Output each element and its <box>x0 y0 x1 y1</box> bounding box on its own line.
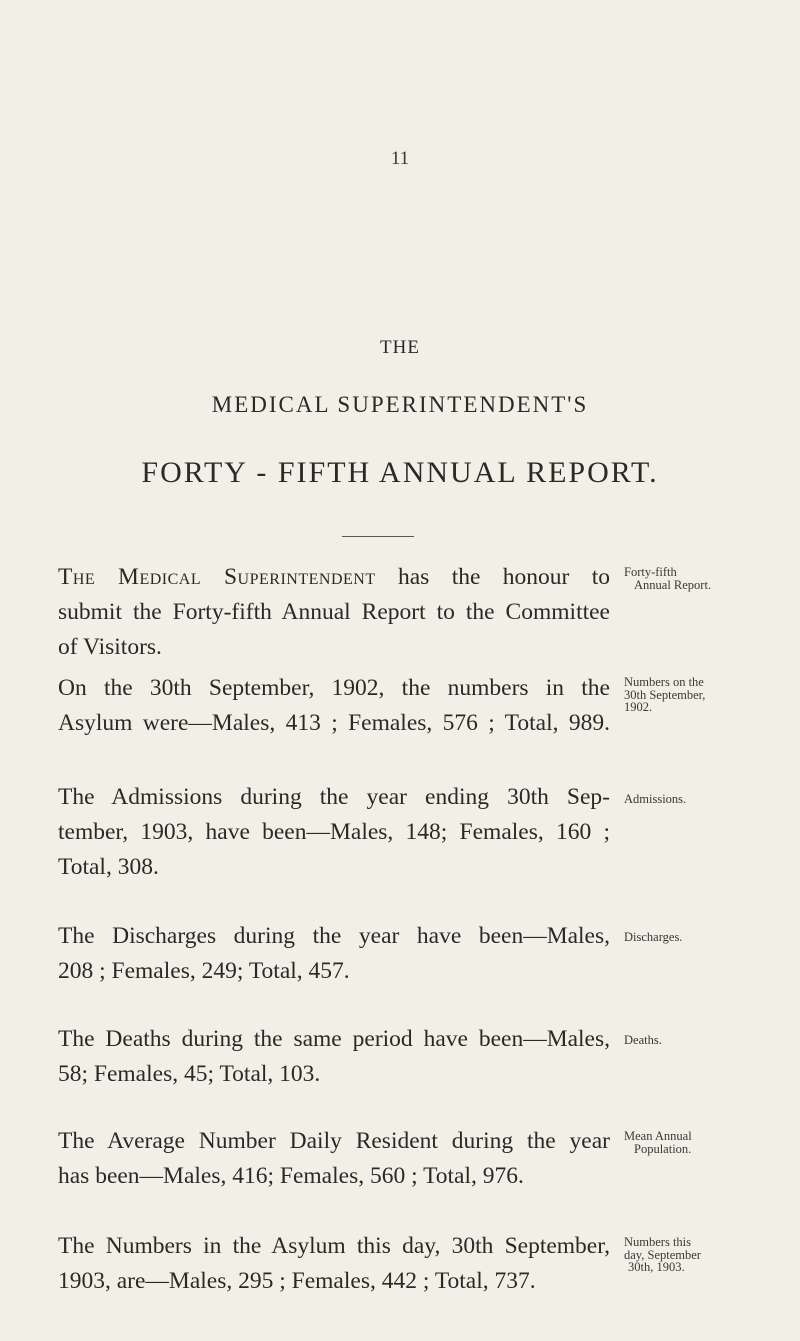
margin-note-line: Numbers on the <box>624 675 704 689</box>
paragraph-line: The Admissions during the year ending 30th Sep- <box>58 784 610 810</box>
paragraph-line: has been—Males, 416; Females, 560 ; Total, 976. <box>58 1163 524 1189</box>
paragraph-line: The Discharges during the year have been—Males, <box>58 923 610 949</box>
margin-note-numbers-1902 <box>624 676 794 714</box>
margin-note-line: 1902. <box>624 700 653 714</box>
paragraph-line: 1903, are—Males, 295 ; Females, 442 ; Total, 737. <box>58 1268 536 1294</box>
paragraph-numbers-1903 <box>58 1229 610 1299</box>
paragraph-line: 58; Females, 45; Total, 103. <box>58 1061 321 1087</box>
margin-note-line: 30th September, <box>624 687 706 702</box>
paragraph-line: The Deaths during the same period have been—Males, <box>58 1026 610 1052</box>
paragraph-mean-population <box>58 1124 610 1194</box>
heading-line-the: THE <box>380 337 420 358</box>
margin-note-numbers-1903 <box>624 1236 794 1274</box>
margin-note-line: 30th, 1903. <box>628 1260 685 1274</box>
paragraph-line: of Visitors. <box>58 634 162 660</box>
paragraph-intro <box>58 560 610 665</box>
paragraph-line: Asylum were—Males, 413 ; Females, 576 ; Total, 989. <box>58 710 610 736</box>
paragraph-discharges <box>58 919 610 989</box>
line-rest: has the honour to <box>375 564 611 590</box>
heading-line-report-title: FORTY - FIFTH ANNUAL REPORT. <box>141 456 659 489</box>
paragraph-deaths <box>58 1022 610 1092</box>
margin-note-mean-population <box>624 1130 794 1155</box>
smallcaps-lead: The Medical Superintendent <box>58 564 376 590</box>
paragraph-line <box>58 560 610 595</box>
paragraph-line: Total, 308. <box>58 854 159 880</box>
paragraph-line: tember, 1903, have been—Males, 148; Females, 160 ; <box>58 819 610 845</box>
page-number: 11 <box>390 148 410 169</box>
heading-divider <box>342 536 414 537</box>
margin-note-admissions <box>624 793 794 806</box>
margin-note-line: Deaths. <box>624 1033 662 1047</box>
margin-note-line: Mean Annual <box>624 1129 692 1143</box>
margin-note-line: Admissions. <box>624 792 687 806</box>
paragraph-line: The Numbers in the Asylum this day, 30th September, <box>58 1233 610 1259</box>
paragraph-numbers-1902 <box>58 671 610 741</box>
margin-note-forty-fifth <box>624 566 794 591</box>
paragraph-admissions <box>58 780 610 885</box>
paragraph-line: 208 ; Females, 249; Total, 457. <box>58 958 350 984</box>
margin-note-line: Discharges. <box>624 930 683 944</box>
paragraph-line: submit the Forty-fifth Annual Report to the Committee <box>58 599 610 625</box>
margin-note-line: day, September <box>624 1247 701 1262</box>
margin-note-line: Annual Report. <box>634 577 712 592</box>
paragraph-line: The Average Number Daily Resident during the year <box>58 1128 610 1154</box>
paragraph-line: On the 30th September, 1902, the numbers in the <box>58 675 610 701</box>
margin-note-discharges <box>624 931 794 944</box>
margin-note-deaths <box>624 1034 794 1047</box>
margin-note-line: Numbers this <box>624 1235 692 1249</box>
margin-note-line: Forty-fifth <box>624 565 677 579</box>
margin-note-line: Population. <box>634 1141 692 1156</box>
heading-line-superintendent: MEDICAL SUPERINTENDENT'S <box>211 392 589 417</box>
